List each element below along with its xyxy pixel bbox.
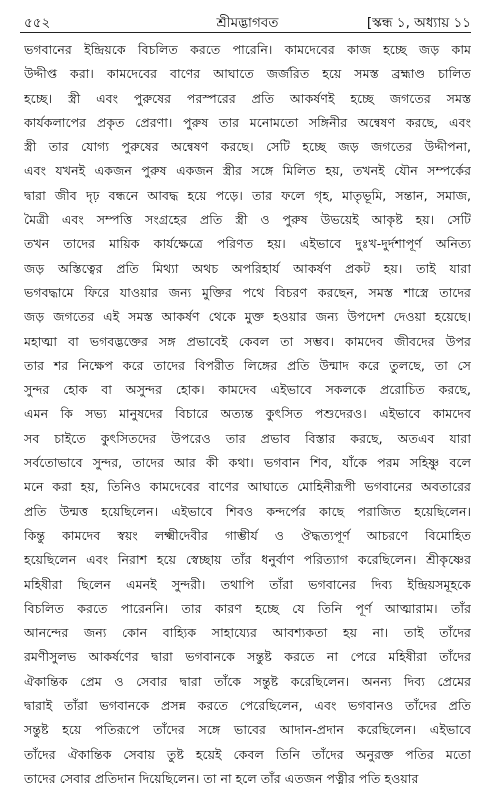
text-line: এবং যখনই একজন পুরুষ একজন স্ত্রীর সঙ্গে মিলিত হয়, তখনই যৌন সম্পর্কের — [24, 163, 471, 179]
text-line: জড় অস্তিত্বের প্রতি মিথ্যা অথচ অপরিহার্য আকর্ষণ প্রকট হয়। তাই যারা — [24, 260, 471, 276]
text-line: এমন কি সভ্য মানুষদের বিচারে অত্যন্ত কুৎসিত পশুদেরও। এইভাবে কামদেব — [24, 406, 471, 422]
body-text — [24, 38, 471, 791]
text-line: কার্যকলাপের প্রকৃত প্রেরণা। পুরুষ তার মনোমতো সঙ্গিনীর অন্বেষণ করছে, এবং — [24, 114, 471, 130]
text-line: রমণীসুলভ আকর্ষণের দ্বারা ভগবানকে সন্তুষ্ট করতে না পেরে মহিষীরা তাঁদের — [24, 649, 471, 665]
text-line: হচ্ছে। স্ত্রী এবং পুরুষের পরস্পরের প্রতি আকর্ষণই হচ্ছে জগতের সমস্ত — [24, 90, 471, 106]
text-line: সর্বতোভাবে সুন্দর, তাদের আর কী কথা। ভগবান শিব, যাঁকে পরম সহিষ্ণু বলে — [24, 455, 471, 471]
text-line: মহিষীরা ছিলেন এমনই সুন্দরী। তথাপি তাঁরা ভগবানের দিব্য ইন্দ্রিয়সমূহকে — [24, 576, 471, 592]
text-line: ভগবানের ইন্দ্রিয়কে বিচলিত করতে পারেনি। কামদেবের কাজ হচ্ছে জড় কাম — [24, 42, 471, 57]
page-number: ৫৫২ — [24, 15, 51, 31]
text-line: সন্তুষ্ট হয়ে পতিরূপে তাঁদের সঙ্গে ভাবের আদান-প্রদান করেছিলেন। এইভাবে — [24, 722, 471, 738]
text-line: সব চাইতে কুৎসিতদের উপরেও তার প্রভাব বিস্তার করছে, অতএব যারা — [24, 430, 471, 446]
text-line: ভগবদ্ধামে ফিরে যাওয়ার জন্য মুক্তির পথে বিচরণ করছেন, সমস্ত শাস্ত্রে তাদের — [24, 284, 471, 300]
text-line: স্ত্রী তার যোগ্য পুরুষের অন্বেষণ করছে। সেটি হচ্ছে জড় জগতের উদ্দীপনা, — [24, 139, 471, 155]
text-line: প্রতি উন্মত্ত হয়েছিলেন। এইভাবে শিবও কন্দর্পের কাছে পরাজিত হয়েছিলেন। — [24, 503, 471, 519]
text-line: তাদের সেবার প্রতিদান দিয়েছিলেন। তা না হলে তাঁর এতজন পত্নীর পতি হওয়ার — [24, 770, 419, 786]
text-line: তার শর নিক্ষেপ করে তাদের বিপরীত লিঙ্গের প্রতি উন্মাদ করে তুলছে, তা সে — [24, 357, 471, 373]
header-rule — [20, 32, 471, 33]
text-line: ঐকান্তিক প্রেম ও সেবার দ্বারা তাঁকে সন্তুষ্ট করেছিলেন। অনন্য দিব্য প্রেমের — [24, 673, 471, 689]
text-line: সুন্দর হোক বা অসুন্দর হোক। কামদেব এইভাবে সকলকে প্ররোচিত করছে, — [24, 382, 471, 398]
text-line: দ্বারা জীব দৃঢ় বন্ধনে আবদ্ধ হয়ে পড়ে। তার ফলে গৃহ, মাতৃভূমি, সন্তান, সমাজ, — [24, 187, 471, 203]
text-line: কিন্তু কামদেব স্বয়ং লক্ষ্মীদেবীর গাম্ভীর্য ও ঔদ্ধত্যপূর্ণ আচরণে বিমোহিত — [24, 527, 471, 543]
section-label: [স্কন্ধ ১, অধ্যায় ১১ — [366, 15, 471, 31]
text-line: মনে করা হয়, তিনিও কামদেবের বাণের আঘাতে মোহিনীরূপী ভগবানের অবতারের — [24, 479, 471, 495]
text-line: জড় জগতের এই সমস্ত আকর্ষণ থেকে মুক্ত হওয়ার জন্য উপদেশ দেওয়া হয়েছে। — [24, 309, 471, 325]
text-line: হয়েছিলেন এবং নিরাশ হয়ে স্বেচ্ছায় তাঁর ধনুর্বাণ পরিত্যাগ করেছিলেন। শ্রীকৃষ্ণের — [24, 552, 471, 568]
page-header — [24, 8, 471, 34]
text-line: তাঁদের ঐকান্তিক সেবায় তুষ্ট হয়েই কেবল তিনি তাঁদের অনুরক্ত পতির মতো — [24, 746, 471, 762]
text-line: উদ্দীপ্ত করা। কামদেবের বাণের আঘাতে জর্জরিত হয়ে সমস্ত ব্রহ্মাণ্ড চালিত — [24, 66, 471, 82]
text-line: তখন তাদের মায়িক কার্যক্ষেত্রে পরিণত হয়। এইভাবে দুঃখ-দুর্দশাপূর্ণ অনিত্য — [24, 236, 471, 252]
book-title: শ্রীমদ্ভাগবত — [216, 15, 279, 31]
text-line: মহাত্মা বা ভগবদ্ভক্তের সঙ্গ প্রভাবেই কেবল তা সম্ভব। কামদেব জীবদের উপর — [24, 333, 471, 349]
text-line: আনন্দের জন্য কোন বাহ্যিক সাহায্যের আবশ্যকতা হয় না। তাই তাঁদের — [24, 625, 471, 641]
text-line: মৈত্রী এবং সম্পত্তি সংগ্রহের প্রতি স্ত্রী ও পুরুষ উভয়েই আকৃষ্ট হয়। সেটি — [24, 212, 471, 228]
text-line: বিচলিত করতে পারেননি। তার কারণ হচ্ছে যে তিনি পূর্ণ আত্মারাম। তাঁর — [24, 600, 471, 616]
text-line: দ্বারাই তাঁরা ভগবানকে প্রসন্ন করতে পেরেছিলেন, এবং ভগবানও তাঁদের প্রতি — [24, 698, 471, 714]
